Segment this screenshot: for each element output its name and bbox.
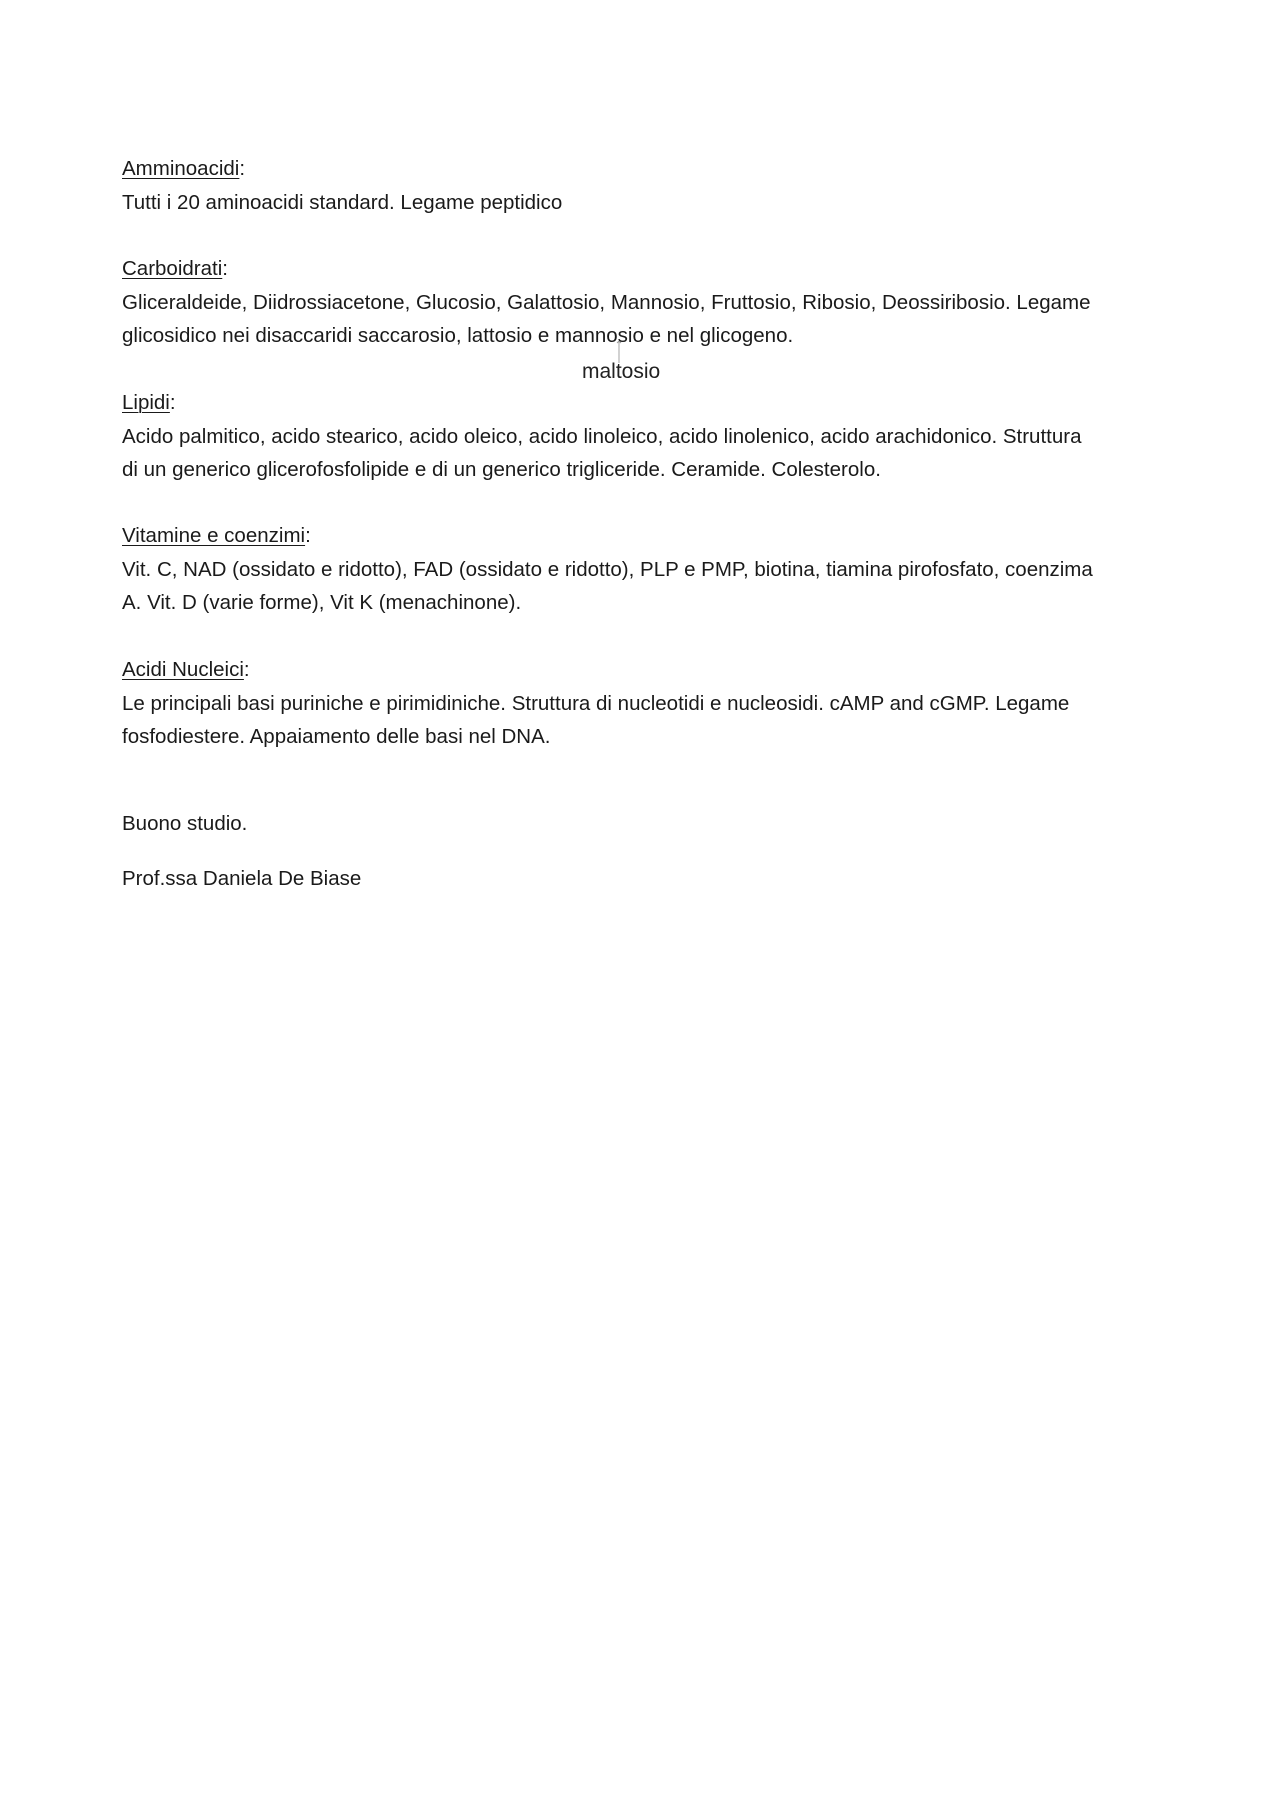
body-line: glicosidico nei disaccaridi saccarosio, lattosio e mannosio e nel glicogeno.: [122, 324, 794, 347]
heading-colon: :: [222, 257, 228, 280]
section-lipidi: [122, 386, 1182, 487]
section-heading-line: [122, 252, 1182, 286]
section-heading: Amminoacidi: [122, 157, 240, 180]
section-heading: Lipidi: [122, 391, 170, 414]
section-heading-line: [122, 653, 1182, 687]
section-heading-line: [122, 152, 1182, 186]
closing-signature: Prof.ssa Daniela De Biase: [122, 867, 362, 890]
section-heading-line: [122, 386, 1182, 420]
heading-colon: :: [169, 391, 176, 414]
section-heading-line: [122, 519, 1182, 553]
handwritten-annotation: [580, 330, 690, 390]
body-line: Tutti i 20 aminoacidi standard. Legame peptidico: [122, 190, 563, 214]
body-line: A. Vit. D (varie forme), Vit K (menachinone).: [122, 591, 522, 614]
body-line: Gliceraldeide, Diidrossiacetone, Glucosio, Galattosio, Mannosio, Fruttosio, Ribosio, Deossiribosio. Legame: [122, 290, 1091, 314]
section-heading: Vitamine e coenzimi: [122, 524, 306, 547]
heading-colon: :: [239, 157, 246, 180]
section-vitamine: [122, 519, 1182, 620]
section-heading: Acidi Nucleici: [122, 658, 244, 681]
section-acidi-nucleici: [122, 653, 1182, 754]
section-heading: Carboidrati: [122, 257, 223, 280]
closing-greeting: Buono studio.: [122, 812, 248, 835]
body-line: fosfodiestere. Appaiamento delle basi nel DNA.: [122, 725, 551, 748]
body-line: Vit. C, NAD (ossidato e ridotto), FAD (ossidato e ridotto), PLP e PMP, biotina, tiamina pirofosfato, coenzima: [122, 557, 1093, 581]
section-amminoacidi: [122, 152, 1182, 219]
body-line: Le principali basi puriniche e pirimidiniche. Struttura di nucleotidi e nucleosidi. cAMP and cGMP. Legame: [122, 691, 1070, 715]
body-line: di un generico glicerofosfolipide e di un generico trigliceride. Ceramide. Colesterolo.: [122, 458, 881, 481]
heading-colon: :: [305, 524, 311, 547]
annotation-text: maltosio: [582, 360, 661, 383]
heading-colon: :: [243, 658, 250, 681]
body-line: Acido palmitico, acido stearico, acido oleico, acido linoleico, acido linolenico, acido arachidonico. Struttura: [122, 424, 1082, 448]
